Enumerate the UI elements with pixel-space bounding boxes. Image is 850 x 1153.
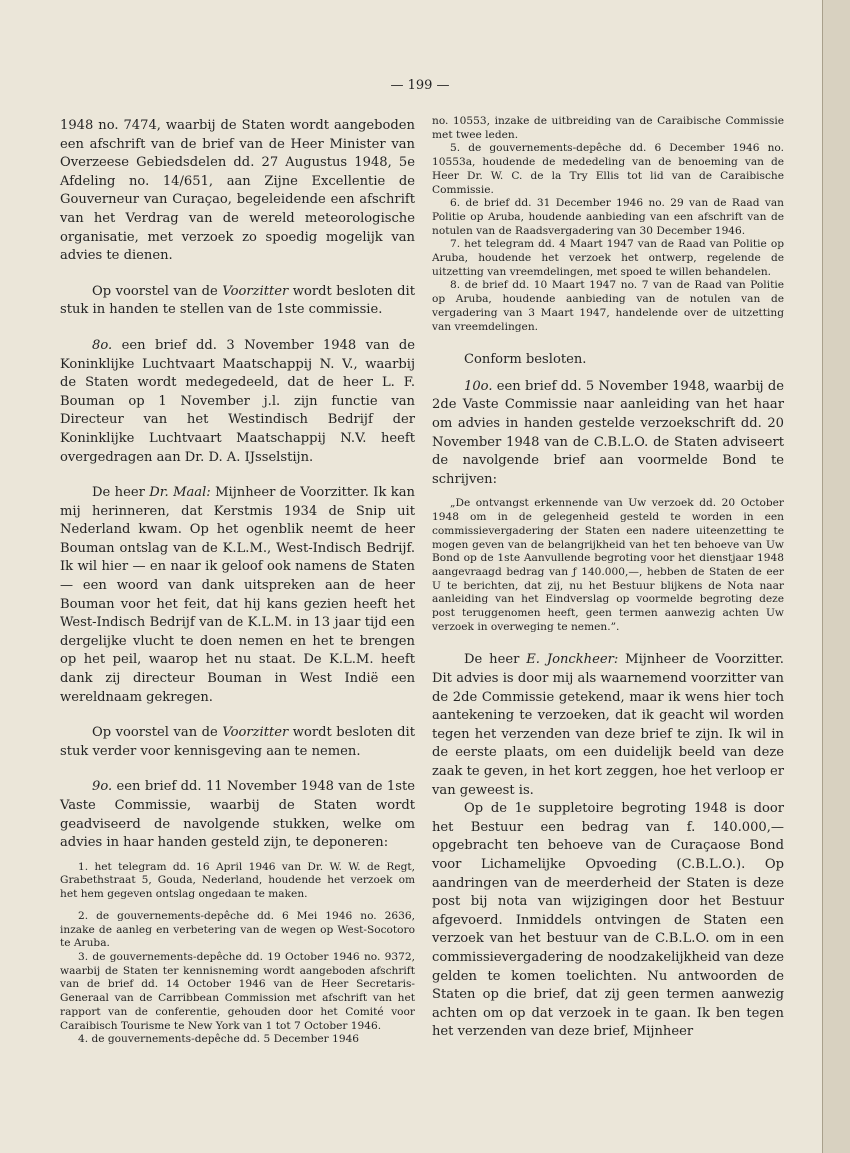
list-item: 7. het telegram dd. 4 Maart 1947 van de Raad van Politie op Aruba, houdende het verzoek het ontwerp, regelende de uitzetting van vreemdelingen, met spoed te willen behandelen. (432, 238, 784, 278)
list-item: 2. de gouvernements-depêche dd. 6 Mei 1946 no. 2636, inzake de aanleg en verbetering van de wegen op West-Socotoro te Aruba. (60, 909, 415, 950)
list-item: 8. de brief dd. 10 Maart 1947 no. 7 van de Raad van Politie op Aruba, houdende aanbieding van de notulen van de vergadering van 3 Maart 1947, handelende over de uitzetting van vreemdelingen. (432, 279, 784, 333)
list-item: 6. de brief dd. 31 December 1946 no. 29 van de Raad van Politie op Aruba, houdende aanbieding van een afschrift van de notulen van de Raadsvergadering van 30 December 1946. (432, 197, 784, 237)
list-item: 4. de gouvernements-depêche dd. 5 December 1946 (78, 1033, 360, 1046)
list-item: 3. de gouvernements-depêche dd. 19 October 1946 no. 9372, waarbij de Staten ter kennisneming wordt aangeboden afschrift van de brief dd. 14 October 1946 van de Heer Secretaris-Generaal van de Carribbean Commission met afschrift van het rapport van de conferentie, gehouden door het Comité voor Caraibisch Tourisme te New York van 1 tot 7 October 1946. (60, 951, 415, 1032)
speech-maal: De heer Dr. Maal: Mijnheer de Voorzitter. Ik kan mij herinneren, dat Kerstmis 1934 de Snip uit Nederland kwam. Op het ogenblik neemt de heer Bouman ontslag van de K.L.M., West-Indisch Bedrijf. Ik wil hier — en naar ik geloof ook namens de Staten — een woord van dank uitspreken aan de heer Bouman voor het feit, dat hij kans gezien heeft het West-Indisch Bedrijf van de K.L.M. in 13 jaar tijd een dergelijke vlucht te doen nemen en het te brengen op het peil, waarop het nu staat. De K.L.M. heeft dank zij directeur Bouman in West Indië een wereldnaam gekregen. (60, 485, 415, 705)
agenda-item-9: 9o. een brief dd. 11 November 1948 van de 1ste Vaste Commissie, waarbij de Staten wordt geadviseerd de navolgende stukken, welke om advies in haar handen gesteld zijn, te deponeren: (60, 779, 415, 851)
paragraph: Op de 1e suppletoire begroting 1948 is door het Bestuur een bedrag van f. 140.000,— opgebracht ten behoeve van de Curaçaose Bond voor Lichamelijke Opvoeding (C.B.L.O.). Op aandringen van de meerderheid der Staten is deze post bij nota van wijzigingen door het Bestuur afgevoerd. Inmiddels ontvingen de Staten een verzoek van het bestuur van de C.B.L.O. om in een commissievergadering de noodzakelijkheid van deze gelden te komen toelichten. Nu antwoorden de Staten op die brief, dat zij geen termen aanwezig achten om op dat verzoek in te gaan. Ik ben tegen het verzenden van deze brief, Mijnheer (432, 801, 784, 1040)
list-item: 5. de gouvernements-depêche dd. 6 December 1946 no. 10553a, houdende de mededeling van de benoeming van de Heer Dr. W. C. de la Try Ellis tot lid van de Caraibische Commissie. (432, 142, 784, 196)
conform-note: Conform besloten. (464, 352, 587, 368)
paragraph: Op voorstel van de Voorzitter wordt besloten dit stuk in handen te stellen van de 1ste commissie. (60, 283, 415, 318)
right-column (432, 115, 784, 1042)
paragraph: Op voorstel van de Voorzitter wordt besloten dit stuk verder voor kennisgeving aan te nemen. (60, 725, 415, 759)
paragraph: 1948 no. 7474, waarbij de Staten wordt aangeboden een afschrift van de brief van de Heer Minister van Overzeese Gebiedsdelen dd. 27 Augustus 1948, 5e Afdeling no. 14/651, aan Zijne Excellentie de Gouverneur van Curaçao, begeleidende een afschrift van het Verdrag van de wereld meteorologische organisatie, met verzoek zo spoedig mogelijk van advies te dienen. (60, 118, 415, 264)
page-number: — 199 — (390, 78, 450, 93)
page-edge (822, 0, 850, 1153)
list-item: no. 10553, inzake de uitbreiding van de Caraibische Commissie met twee leden. (432, 115, 784, 141)
agenda-item-10: 10o. een brief dd. 5 November 1948, waarbij de 2de Vaste Commissie naar aanleiding van het haar om advies in handen gestelde verzoekschrift dd. 20 November 1948 van de C.B.L.O. de Staten adviseert de navolgende brief aan voormelde Bond te schrijven: (432, 378, 784, 487)
speech-jonckheer: De heer E. Jonckheer: Mijnheer de Voorzitter. Dit advies is door mij als waarnemend voorzitter van de 2de Commissie getekend, maar ik wens hier toch aantekening te verzoeken, dat ik geacht wil worden tegen het verzenden van deze brief te zijn. Ik wil in de eerste plaats, om een duidelijk beeld van deze zaak te geven, in het kort zeggen, hoe het verloop er van geweest is. (432, 652, 784, 798)
left-column (60, 117, 415, 1047)
list-item: 1. het telegram dd. 16 April 1946 van Dr. W. W. de Regt, Grabethstraat 5, Gouda, Nederland, houdende het verzoek om het hem gegeven ontslag ongedaan te maken. (60, 860, 415, 901)
quoted-letter: „De ontvangst erkennende van Uw verzoek dd. 20 October 1948 om in de gelegenheid gesteld te worden in een commissievergadering der Staten een nadere uiteenzetting te mogen geven van de belangrijkheid van het ten behoeve van Uw Bond op de 1ste Aanvullende begroting voor het dienstjaar 1948 aangevraagd bedrag van ƒ 140.000,—, hebben de Staten de eer U te berichten, dat zij, nu het Bestuur blijkens de Nota naar aanleiding van het Eindverslag op voormelde begroting deze post teruggenomen heeft, geen termen aanwezig achten Uw verzoek in overweging te nemen.”. (432, 497, 784, 633)
agenda-item-8: 8o. een brief dd. 3 November 1948 van de Koninklijke Luchtvaart Maatschappij N. V., waarbij de Staten wordt medegedeeld, dat de heer L. F. Bouman op 1 November j.l. zijn functie van Directeur van het Westindisch Bedrijf der Koninklijke Luchtvaart Maatschappij N.V. heeft overgedragen aan Dr. D. A. IJsselstijn. (60, 337, 415, 465)
